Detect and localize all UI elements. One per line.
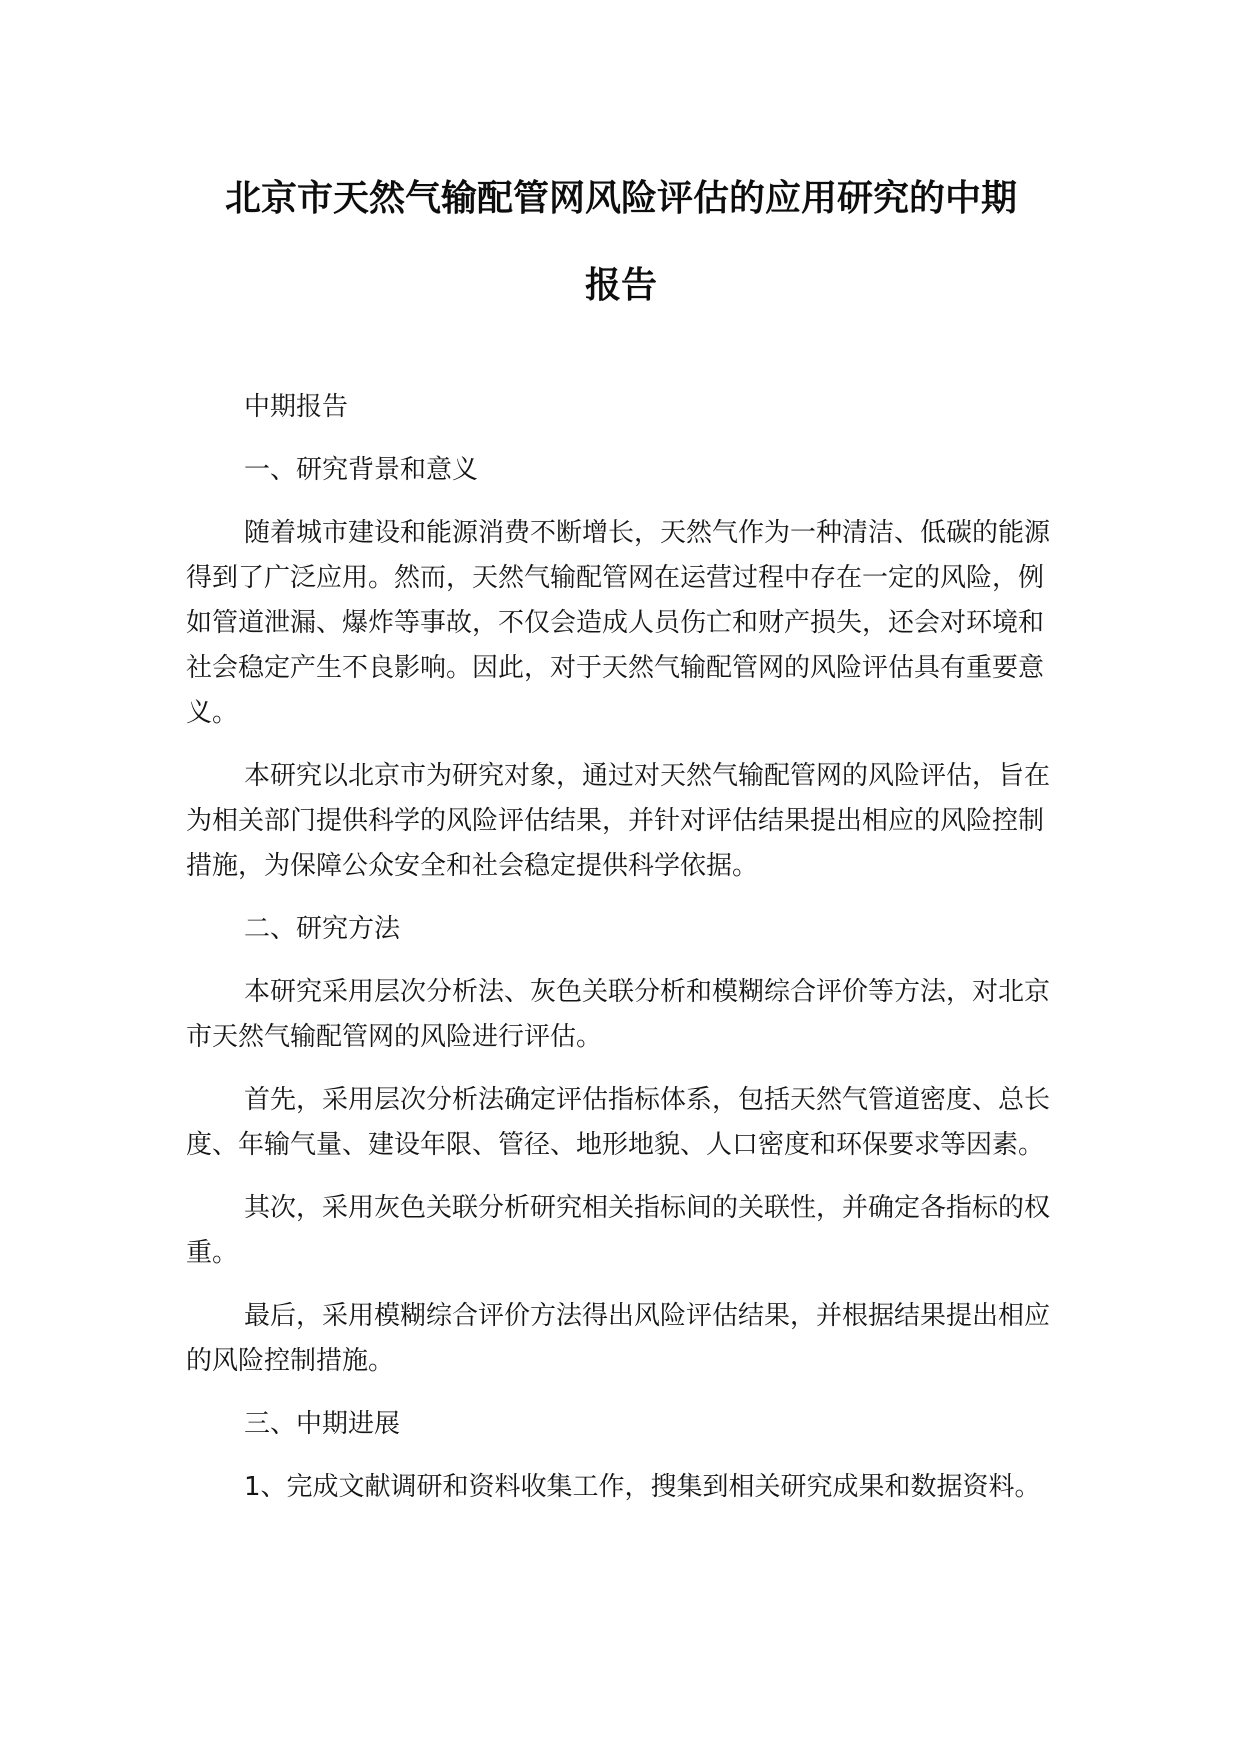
- paragraph-progress-1: 1、完成文献调研和资料收集工作，搜集到相关研究成果和数据资料。: [244, 1472, 1041, 1502]
- paragraph-background-2: 本研究以北京市为研究对象，通过对天然气输配管网的风险评估，旨在为相关部门提供科学的风险评估结果，并针对评估结果提出相应的风险控制措施，为保障公众安全和社会稳定提供科学依据。: [186, 761, 1051, 881]
- section-heading-progress: 三、中期进展: [244, 1409, 401, 1439]
- paragraph-methods-2: 首先，采用层次分析法确定评估指标体系，包括天然气管道密度、总长度、年输气量、建设年限、管径、地形地貌、人口密度和环保要求等因素。: [186, 1085, 1051, 1160]
- paragraph-report-label: 中期报告: [244, 392, 349, 422]
- document-body: [186, 385, 1056, 1510]
- paragraph-background-1: 随着城市建设和能源消费不断增长，天然气作为一种清洁、低碳的能源得到了广泛应用。然而，天然气输配管网在运营过程中存在一定的风险，例如管道泄漏、爆炸等事故，不仅会造成人员伤亡和财产损失，还会对环境和社会稳定产生不良影响。因此，对于天然气输配管网的风险评估具有重要意义。: [186, 518, 1051, 728]
- document-title-line-2: 报告: [584, 265, 657, 306]
- paragraph-methods-1: 本研究采用层次分析法、灰色关联分析和模糊综合评价等方法，对北京市天然气输配管网的风险进行评估。: [186, 977, 1051, 1052]
- document-title-line-1: 北京市天然气输配管网风险评估的应用研究的中期: [224, 178, 1017, 219]
- section-heading-background: 一、研究背景和意义: [244, 455, 479, 485]
- section-heading-methods: 二、研究方法: [244, 914, 401, 944]
- paragraph-methods-4: 最后，采用模糊综合评价方法得出风险评估结果，并根据结果提出相应的风险控制措施。: [186, 1301, 1051, 1376]
- paragraph-methods-3: 其次，采用灰色关联分析研究相关指标间的关联性，并确定各指标的权重。: [186, 1193, 1051, 1268]
